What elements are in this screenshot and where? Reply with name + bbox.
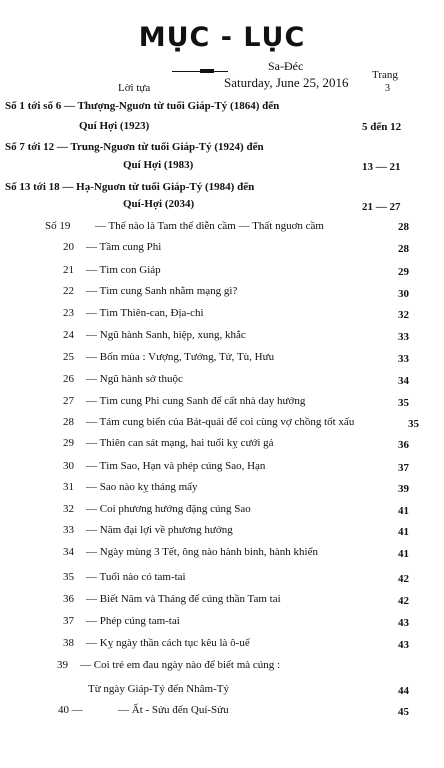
entry-38-num: 38 xyxy=(63,637,74,649)
entry-19-num: Số 19 xyxy=(45,220,71,232)
entry-38-page: 43 xyxy=(398,639,409,651)
entry-28-text: — Tám cung biến của Bát-quái để coi cùng vợ chồng tốt xấu xyxy=(86,416,355,428)
entry-19-page: 28 xyxy=(398,221,409,233)
entry-34-text: — Ngày mùng 3 Tết, ông nào hành binh, hành khiển xyxy=(86,546,318,558)
entry-37-page: 43 xyxy=(398,617,409,629)
entry-27-page: 35 xyxy=(398,397,409,409)
entry-37-text: — Phép cúng tam-tai xyxy=(86,615,180,627)
preface-entry: Lời tựa xyxy=(118,82,151,94)
entry-25-page: 33 xyxy=(398,353,409,365)
entry-28-num: 28 xyxy=(63,416,74,428)
section-1-page: 5 đến 12 xyxy=(362,121,402,133)
entry-25-num: 25 xyxy=(63,351,74,363)
entry-36-page: 42 xyxy=(398,595,409,607)
entry-27-text: — Tìm cung Phi cung Sanh để cất nhà day hướng xyxy=(86,395,306,407)
date-label: Saturday, June 25, 2016 xyxy=(224,75,349,90)
entry-26-num: 26 xyxy=(63,373,74,385)
entry-22-page: 30 xyxy=(398,288,409,300)
entry-35-page: 42 xyxy=(398,573,409,585)
section-3-line1: Số 13 tới 18 — Hạ-Nguơn từ tuổi Giáp-Tý (1984) đến xyxy=(5,181,255,193)
entry-29-num: 29 xyxy=(63,437,74,449)
entry-40-text: — Ất - Sửu đến Quí-Sửu xyxy=(118,704,229,716)
entry-20-page: 28 xyxy=(398,243,409,255)
section-1-line2: Quí Hợi (1923) xyxy=(79,120,150,132)
section-2-page: 13 — 21 xyxy=(362,161,401,173)
entry-21-text: — Tìm con Giáp xyxy=(86,264,161,276)
entry-32-num: 32 xyxy=(63,503,74,515)
entry-21-page: 29 xyxy=(398,266,409,278)
entry-38-text: — Kỵ ngày thần cách tục kêu là ô-uế xyxy=(86,637,250,649)
entry-27-num: 27 xyxy=(63,395,74,407)
entry-21-num: 21 xyxy=(63,264,74,276)
entry-34-page: 41 xyxy=(398,548,409,560)
entry-24-num: 24 xyxy=(63,329,74,341)
entry-25-text: — Bốn mùa : Vượng, Tướng, Tử, Tù, Hưu xyxy=(86,351,275,363)
entry-22-num: 22 xyxy=(63,285,74,297)
section-2-line1: Số 7 tới 12 — Trung-Nguơn từ tuổi Giáp-Tý (1924) đến xyxy=(5,141,264,153)
entry-31-page: 39 xyxy=(398,483,409,495)
entry-32-page: 41 xyxy=(398,505,409,517)
entry-37-num: 37 xyxy=(63,615,74,627)
entry-28-page: 35 xyxy=(408,418,419,430)
place-label: Sa-Đéc xyxy=(268,59,304,73)
entry-33-num: 33 xyxy=(63,524,74,536)
entry-20-text: — Tầm cung Phi xyxy=(86,241,162,253)
entry-36-num: 36 xyxy=(63,593,74,605)
entry-34-num: 34 xyxy=(63,546,74,558)
entry-30-page: 37 xyxy=(398,462,409,474)
entry-26-text: — Ngũ hành sở thuộc xyxy=(86,373,183,385)
entry-40-num: 40 — xyxy=(58,704,83,716)
section-3-line2: Quí-Hợi (2034) xyxy=(123,198,195,210)
entry-20-num: 20 xyxy=(63,241,74,253)
entry-33-text: — Năm đại lợi về phương hướng xyxy=(86,524,233,536)
entry-32-text: — Coi phương hướng đặng cúng Sao xyxy=(86,503,251,515)
entry-22-text: — Tìm cung Sanh nhằm mạng gì? xyxy=(86,285,238,297)
entry-36-text: — Biết Năm và Tháng để cúng thần Tam tai xyxy=(86,593,281,605)
entry-29-page: 36 xyxy=(398,439,409,451)
entry-29-text: — Thiên can sát mạng, hai tuổi kỵ cưới gả xyxy=(86,437,274,449)
entry-40-page: 45 xyxy=(398,706,409,718)
entry-23-text: — Tìm Thiên-can, Địa-chi xyxy=(86,307,204,319)
entry-31-text: — Sao nào kỵ tháng mấy xyxy=(86,481,198,493)
entry-24-text: — Ngũ hành Sanh, hiệp, xung, khắc xyxy=(86,329,246,341)
section-3-page: 21 — 27 xyxy=(362,201,401,213)
entry-30-text: — Tìm Sao, Hạn và phép cúng Sao, Hạn xyxy=(86,460,266,472)
entry-39a-page: 44 xyxy=(398,685,409,697)
page-title: MỤC - LỤC xyxy=(138,22,306,53)
title-rule-ornament xyxy=(200,69,214,73)
entry-39-text: — Coi trẻ em đau ngày nào để biết mà cúng : xyxy=(80,659,281,671)
entry-30-num: 30 xyxy=(63,460,74,472)
entry-31-num: 31 xyxy=(63,481,74,493)
page-column-header: Trang xyxy=(372,69,398,81)
entry-26-page: 34 xyxy=(398,375,409,387)
section-2-line2: Quí Hợi (1983) xyxy=(123,159,194,171)
entry-23-page: 32 xyxy=(398,309,409,321)
entry-24-page: 33 xyxy=(398,331,409,343)
entry-39-num: 39 xyxy=(57,659,68,671)
entry-35-num: 35 xyxy=(63,571,74,583)
entry-39a-text: Từ ngày Giáp-Tý đến Nhâm-Tý xyxy=(88,683,229,695)
entry-35-text: — Tuổi nào có tam-tai xyxy=(86,571,186,583)
section-1-line1: Số 1 tới số 6 — Thượng-Nguơn từ tuổi Giáp-Tý (1864) đến xyxy=(5,100,280,112)
preface-page: 3 xyxy=(385,83,390,94)
entry-33-page: 41 xyxy=(398,526,409,538)
entry-19-text: — Thế nào là Tam thế diễn cầm — Thất nguơn cầm xyxy=(95,220,324,232)
entry-23-num: 23 xyxy=(63,307,74,319)
